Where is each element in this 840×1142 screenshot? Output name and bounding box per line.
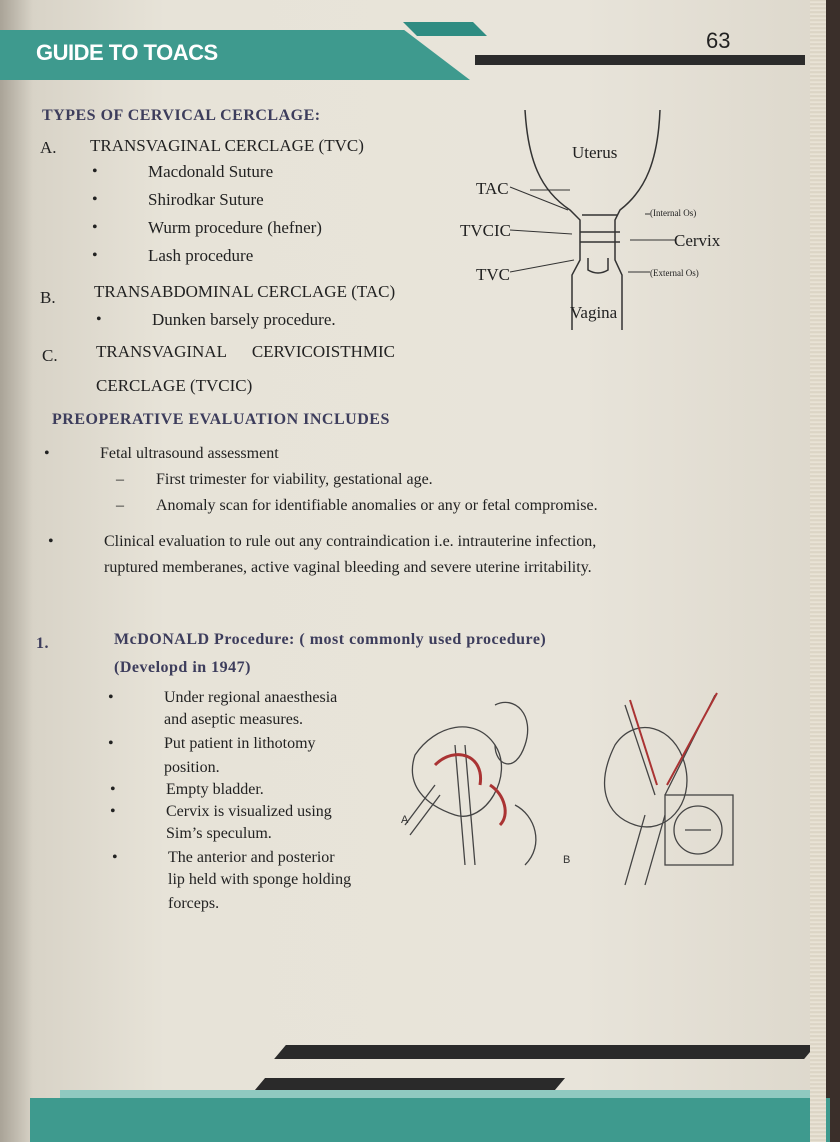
step-line: lip held with sponge holding bbox=[168, 871, 352, 888]
footer-band bbox=[30, 1098, 830, 1142]
footer-rule bbox=[255, 1078, 565, 1090]
list-subitem: – Anomaly scan for identifiable anomalies or any or fetal compromise. bbox=[156, 496, 598, 515]
list-item: • Macdonald Suture bbox=[148, 162, 273, 182]
list-item: • Lash procedure bbox=[148, 246, 253, 266]
step-line: and aseptic measures. bbox=[164, 711, 304, 728]
list-letter-a: A. bbox=[40, 138, 57, 157]
step-line: • The anterior and posterior bbox=[168, 848, 335, 867]
section-heading-preoperative: PREOPERATIVE EVALUATION INCLUDES bbox=[52, 411, 390, 428]
label-uterus: Uterus bbox=[572, 143, 618, 162]
list-item: • Clinical evaluation to rule out any contraindication i.e. intrauterine infection, bbox=[104, 532, 596, 551]
label-external-os: (External Os) bbox=[650, 268, 699, 278]
mcdonald-procedure-illustration bbox=[395, 685, 765, 905]
procedure-number: 1. bbox=[36, 635, 49, 652]
list-letter-c: C. bbox=[42, 346, 58, 365]
running-header-title: GUIDE TO TOACS bbox=[36, 40, 218, 65]
list-item: • Fetal ultrasound assessment bbox=[100, 444, 279, 463]
procedure-subheading: (Developd in 1947) bbox=[114, 659, 251, 676]
tvc-title: TRANSVAGINAL CERCLAGE (TVC) bbox=[90, 136, 364, 155]
step-line: • Empty bladder. bbox=[166, 780, 264, 799]
tvcic-title-line2: CERCLAGE (TVCIC) bbox=[96, 376, 253, 395]
label-vagina: Vagina bbox=[570, 303, 618, 322]
step-line: • Cervix is visualized using bbox=[166, 802, 332, 821]
label-tac: TAC bbox=[476, 179, 509, 198]
footer-rule bbox=[274, 1045, 816, 1059]
label-cervix: Cervix bbox=[674, 231, 721, 250]
step-line: • Under regional anaesthesia bbox=[164, 688, 337, 707]
label-tvc: TVC bbox=[476, 265, 510, 284]
page-number: 63 bbox=[706, 28, 731, 53]
header-rule bbox=[475, 55, 805, 65]
list-subitem: – First trimester for viability, gestational age. bbox=[156, 470, 433, 489]
step-line: Sim’s speculum. bbox=[166, 825, 272, 842]
cerclage-diagram bbox=[460, 110, 760, 330]
label-tvcic: TVCIC bbox=[460, 221, 511, 240]
tvcic-title-line1: TRANSVAGINAL CERVICOISTHMIC bbox=[96, 342, 395, 361]
header-stripe bbox=[403, 22, 487, 36]
section-heading-types: TYPES OF CERVICAL CERCLAGE: bbox=[42, 107, 321, 124]
step-line: position. bbox=[164, 759, 220, 776]
page-edge bbox=[810, 0, 826, 1142]
list-item-continuation: ruptured memberanes, active vaginal bleeding and severe uterine irritability. bbox=[104, 559, 592, 576]
list-item: • Shirodkar Suture bbox=[148, 190, 264, 210]
list-letter-b: B. bbox=[40, 288, 56, 307]
figure-label-a: A bbox=[401, 814, 409, 826]
label-internal-os: (Internal Os) bbox=[650, 208, 697, 218]
figure-label-b: B bbox=[563, 854, 571, 866]
step-line: forceps. bbox=[168, 895, 220, 912]
procedure-heading: McDONALD Procedure: ( most commonly used procedure) bbox=[114, 631, 547, 648]
step-line: • Put patient in lithotomy bbox=[164, 734, 316, 753]
list-item: • Dunken barsely procedure. bbox=[152, 310, 336, 330]
tac-title: TRANSABDOMINAL CERCLAGE (TAC) bbox=[94, 282, 396, 301]
list-item: • Wurm procedure (hefner) bbox=[148, 218, 322, 238]
